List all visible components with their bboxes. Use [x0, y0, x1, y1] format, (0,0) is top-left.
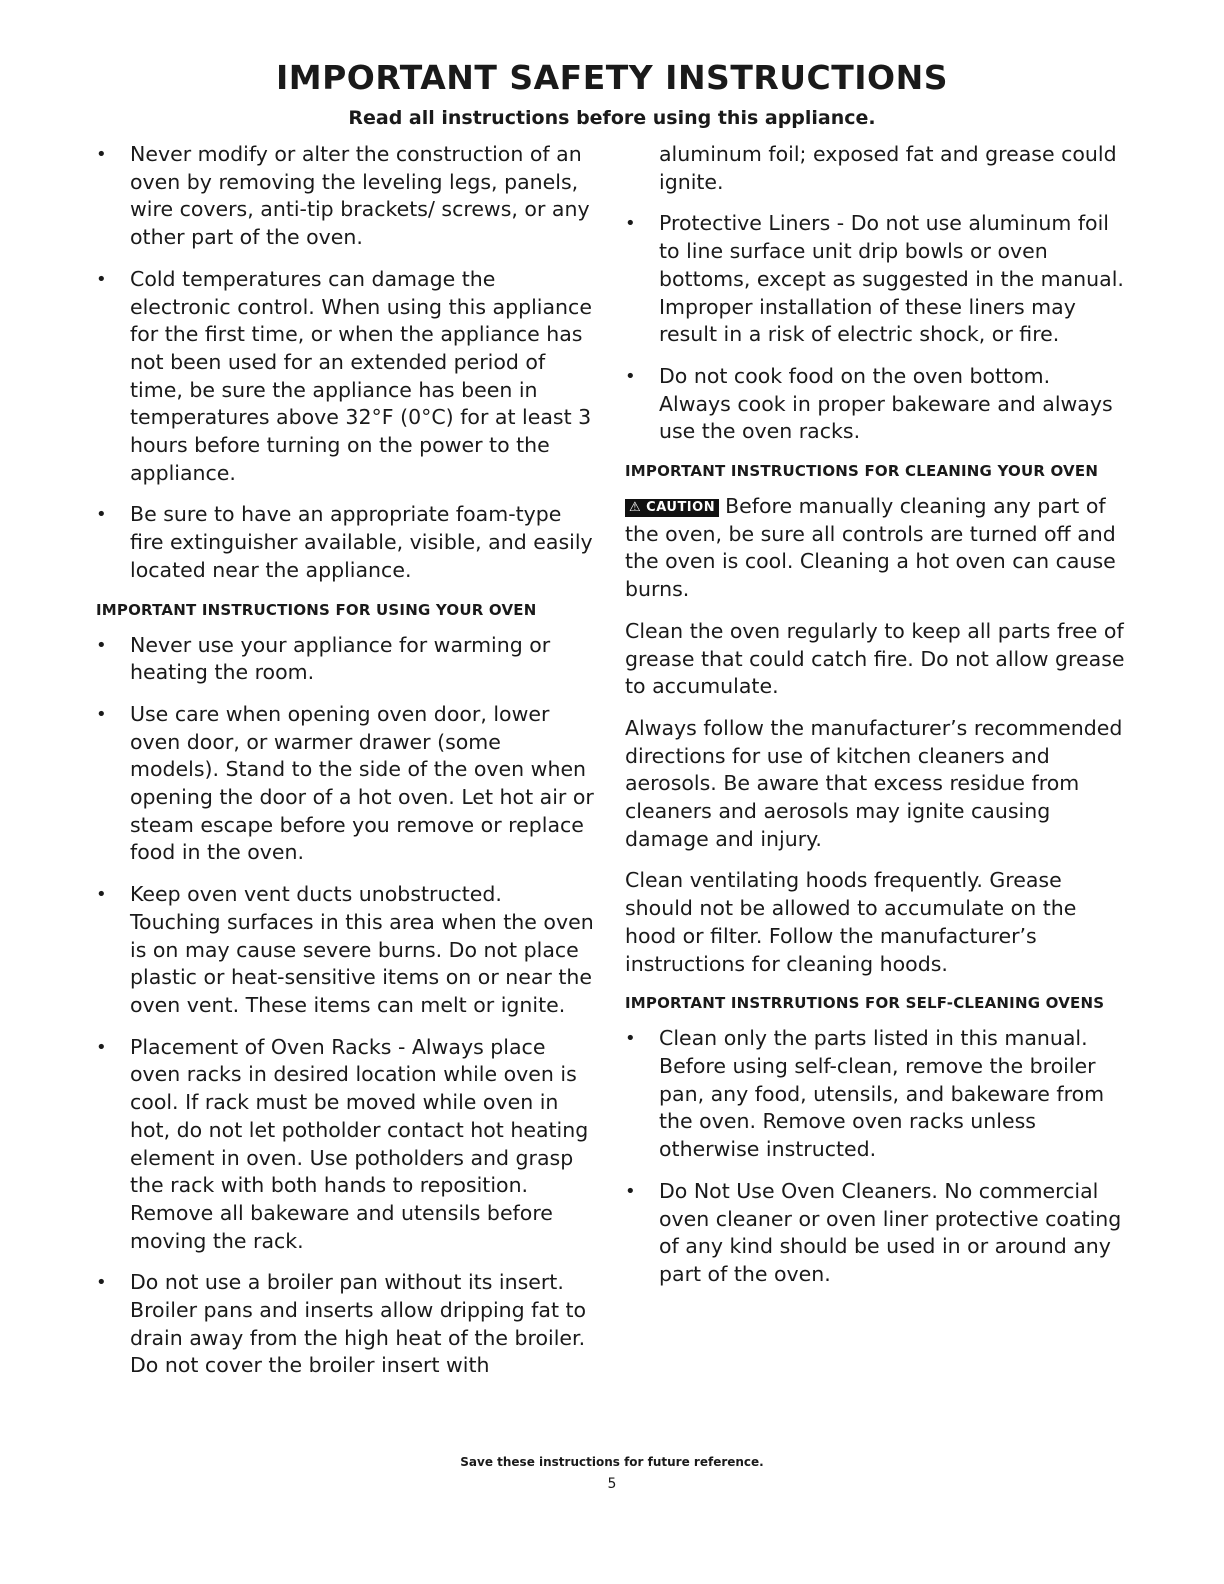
bullet-icon: •: [625, 1180, 636, 1202]
cleaning-paragraph: Clean ventilating hoods frequently. Grease should not be allowed to accumulate on the hood or filter. Follow the manufacturer’s instructions for cleaning hoods.: [625, 868, 1077, 976]
list-item: • Keep oven vent ducts unobstructed. Touching surfaces in this area when the oven is on may cause severe burns. Do not place plastic or heat-sensitive items on or near the oven vent. These items can melt or ignite.: [96, 882, 594, 1017]
bullet-icon: •: [96, 703, 107, 725]
using-oven-list: [96, 632, 596, 1381]
bullet-icon: •: [96, 504, 107, 526]
list-item: • Clean only the parts listed in this manual. Before using self-clean, remove the broiler pan, any food, utensils, and bakeware from the oven. Remove oven racks unless otherwise instructed.: [625, 1026, 1105, 1162]
continued-text: aluminum foil; exposed fat and grease could ignite.: [659, 142, 1117, 194]
list-item: • Never use your appliance for warming or heating the room.: [96, 632, 551, 685]
self-cleaning-list: [625, 1025, 1125, 1288]
page-subtitle: Read all instructions before using this appliance.: [348, 107, 876, 129]
page-number: 5: [607, 1476, 617, 1492]
footer-note: Save these instructions for future reference.: [460, 1455, 764, 1469]
section-heading-using-oven: IMPORTANT INSTRUCTIONS FOR USING YOUR OVEN: [96, 600, 537, 619]
list-item: • Cold temperatures can damage the electronic control. When using this appliance for the first time, or when the appliance has not been used for an extended period of time, be sure the appliance has been in temperatures above 32°F (0°C) for at least 3 hours before turning on the power to the appliance.: [96, 266, 592, 485]
list-item: • Do not cook food on the oven bottom. Always cook in proper bakeware and always use the oven racks.: [625, 363, 1113, 444]
caution-badge: ⚠ CAUTION: [625, 499, 719, 517]
list-item: • Do not use a broiler pan without its insert. Broiler pans and inserts allow dripping fat to drain away from the high heat of the broiler. Do not cover the broiler insert with: [96, 1270, 587, 1378]
bullet-icon: •: [96, 1036, 107, 1058]
section-heading-self-cleaning: IMPORTANT INSTRRUTIONS FOR SELF-CLEANING OVENS: [625, 994, 1105, 1013]
list-item: • Do Not Use Oven Cleaners. No commercial oven cleaner or oven liner protective coating of any kind should be used in or around any part of the oven.: [625, 1178, 1122, 1286]
bullet-icon: •: [96, 268, 107, 290]
bullet-icon: •: [625, 365, 636, 387]
bullet-icon: •: [96, 1272, 107, 1294]
caution-paragraph: [625, 493, 1125, 604]
bullet-icon: •: [625, 213, 636, 235]
bullet-icon: •: [96, 884, 107, 906]
cleaning-paragraph: Clean the oven regularly to keep all parts free of grease that could catch fire. Do not allow grease to accumulate.: [625, 618, 1125, 699]
bullet-icon: •: [96, 144, 107, 165]
list-item: • Placement of Oven Racks - Always place oven racks in desired location while oven is cool. If rack must be moved while oven in hot, do not let potholder contact hot heating element in oven. Use potholders and grasp the rack with both hands to reposition. Remove all bakeware and utensils before moving the rack.: [96, 1034, 589, 1253]
page-title: IMPORTANT SAFETY INSTRUCTIONS: [275, 58, 948, 97]
list-item: • Protective Liners - Do not use aluminum foil to line surface unit drip bowls or oven bottoms, except as suggested in the manual. Improper installation of these liners may result in a risk of electric shock, or fire.: [625, 211, 1124, 347]
bullet-icon: •: [96, 634, 107, 656]
list-item: • Be sure to have an appropriate foam-type fire extinguisher available, visible, and easily located near the appliance.: [96, 502, 593, 582]
oven-use-list-continued: [625, 210, 1125, 446]
general-safety-list: [96, 141, 596, 585]
caution-text: Before manually cleaning any part of the oven, be sure all controls are turned off and the oven is cool. Cleaning a hot oven can cause burns.: [625, 494, 1116, 602]
list-item: • Use care when opening oven door, lower oven door, or warmer drawer (some models). Stand to the side of the oven when opening the door of a hot oven. Let hot air or steam escape before you remove or replace food in the oven.: [96, 701, 594, 865]
cleaning-paragraph: Always follow the manufacturer’s recommended directions for use of kitchen cleaners and aerosols. Be aware that excess residue from cleaners and aerosols may ignite causing damage and injury.: [625, 715, 1123, 851]
list-item: • Never modify or alter the construction of an oven by removing the leveling legs, panels, wire covers, anti-tip brackets/ screws, or any other part of the oven.: [96, 142, 590, 250]
left-column: [96, 141, 596, 1394]
right-column: [625, 141, 1125, 1303]
section-heading-cleaning: IMPORTANT INSTRUCTIONS FOR CLEANING YOUR OVEN: [625, 462, 1099, 481]
bullet-icon: •: [625, 1028, 636, 1050]
